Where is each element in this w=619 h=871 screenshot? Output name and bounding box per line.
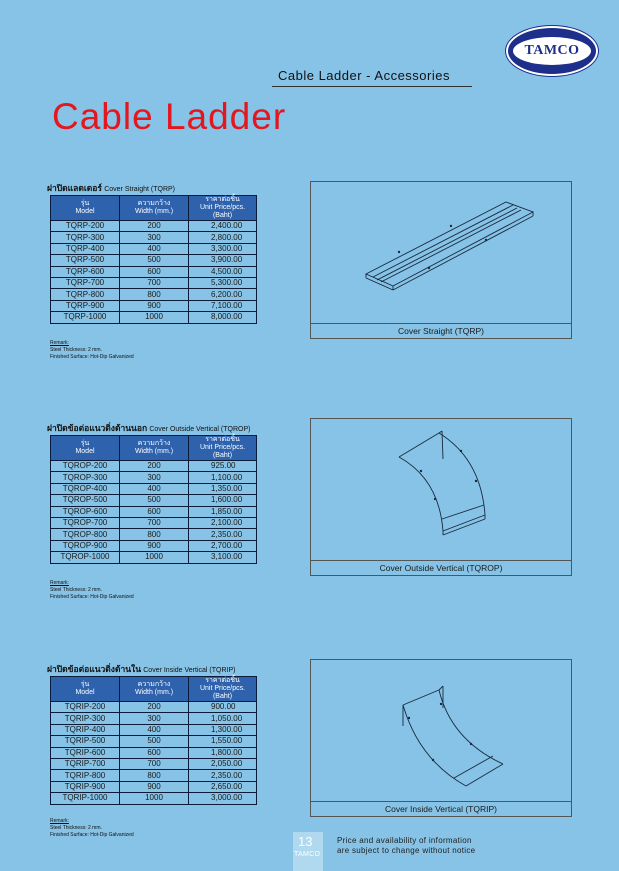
header-model: รุ่น Model bbox=[51, 677, 120, 702]
table-row bbox=[51, 758, 257, 769]
remarks-thickness: Steel Thickness: 2 mm. bbox=[50, 347, 102, 353]
cover-straight-drawing bbox=[311, 182, 571, 324]
cell-price: 5,300.00 bbox=[189, 277, 257, 288]
tamco-logo bbox=[506, 26, 598, 76]
cell-width: 700 bbox=[120, 758, 189, 769]
cell-width: 1000 bbox=[120, 312, 189, 323]
block-title-english: Cover Inside Vertical (TQRIP) bbox=[143, 667, 236, 674]
section-title: Cable Ladder - Accessories bbox=[278, 68, 450, 83]
header-model: รุ่น Model bbox=[51, 436, 120, 461]
cell-width: 700 bbox=[120, 277, 189, 288]
remarks-heading: Remark: bbox=[50, 340, 69, 346]
cell-price: 900.00 bbox=[189, 702, 257, 713]
cell-price: 925.00 bbox=[189, 461, 257, 472]
table-row bbox=[51, 266, 257, 277]
table-row bbox=[51, 747, 257, 758]
cell-model: TQRIP-200 bbox=[51, 702, 120, 713]
remarks bbox=[50, 818, 134, 839]
table-row bbox=[51, 781, 257, 792]
cell-width: 800 bbox=[120, 770, 189, 781]
cell-model: TQRIP-600 bbox=[51, 747, 120, 758]
table-row bbox=[51, 552, 257, 563]
remarks bbox=[50, 580, 134, 601]
cell-model: TQRIP-900 bbox=[51, 781, 120, 792]
cell-model: TQRP-700 bbox=[51, 277, 120, 288]
block-title-thai: ฝาปิดข้อต่อแนวดิ่งด้านใน bbox=[47, 664, 142, 674]
cell-model: TQRP-1000 bbox=[51, 312, 120, 323]
table-row bbox=[51, 221, 257, 232]
cover-inside-vertical-drawing bbox=[311, 660, 571, 802]
table-row bbox=[51, 770, 257, 781]
cell-width: 600 bbox=[120, 747, 189, 758]
cell-model: TQRP-500 bbox=[51, 255, 120, 266]
cell-price: 8,000.00 bbox=[189, 312, 257, 323]
cell-price: 2,800.00 bbox=[189, 232, 257, 243]
figure-caption: Cover Outside Vertical (TQROP) bbox=[311, 560, 571, 575]
cell-model: TQRIP-1000 bbox=[51, 793, 120, 804]
cell-width: 900 bbox=[120, 781, 189, 792]
figure-cover-outside-vertical bbox=[310, 418, 572, 576]
cell-model: TQROP-400 bbox=[51, 483, 120, 494]
header-width: ความกว้าง Width (mm.) bbox=[120, 196, 189, 221]
header-price: ราคาต่อชิ้น Unit Price/pcs. (Baht) bbox=[189, 677, 257, 702]
cell-width: 400 bbox=[120, 483, 189, 494]
price-table bbox=[50, 676, 257, 805]
table-row bbox=[51, 724, 257, 735]
cell-model: TQRIP-500 bbox=[51, 736, 120, 747]
header-price: ราคาต่อชิ้น Unit Price/pcs. (Baht) bbox=[189, 196, 257, 221]
table-row bbox=[51, 232, 257, 243]
table-row bbox=[51, 472, 257, 483]
cell-price: 2,400.00 bbox=[189, 221, 257, 232]
table-row bbox=[51, 243, 257, 254]
cell-price: 3,100.00 bbox=[189, 552, 257, 563]
cell-price: 2,700.00 bbox=[189, 540, 257, 551]
remarks-surface: Finished Surface: Hot-Dip Galvanized bbox=[50, 594, 134, 600]
cell-width: 400 bbox=[120, 724, 189, 735]
block-title-english: Cover Outside Vertical (TQROP) bbox=[149, 426, 251, 433]
cell-price: 1,100.00 bbox=[189, 472, 257, 483]
table-row bbox=[51, 529, 257, 540]
cell-model: TQRP-400 bbox=[51, 243, 120, 254]
cell-price: 2,050.00 bbox=[189, 758, 257, 769]
header-price: ราคาต่อชิ้น Unit Price/pcs. (Baht) bbox=[189, 436, 257, 461]
table-row bbox=[51, 461, 257, 472]
block-title-thai: ฝาปิดข้อต่อแนวดิ่งด้านนอก bbox=[47, 423, 148, 433]
footer-brand: TAMCO bbox=[294, 851, 321, 858]
table-row bbox=[51, 702, 257, 713]
cell-width: 600 bbox=[120, 506, 189, 517]
cell-model: TQROP-300 bbox=[51, 472, 120, 483]
page-title: Cable Ladder bbox=[52, 96, 287, 137]
footer-note bbox=[337, 836, 475, 856]
table-row bbox=[51, 506, 257, 517]
table-row bbox=[51, 312, 257, 323]
cell-model: TQRP-900 bbox=[51, 300, 120, 311]
remarks-surface: Finished Surface: Hot-Dip Galvanized bbox=[50, 832, 134, 838]
table-row bbox=[51, 255, 257, 266]
table-row bbox=[51, 736, 257, 747]
cell-width: 300 bbox=[120, 232, 189, 243]
cell-price: 3,900.00 bbox=[189, 255, 257, 266]
price-table bbox=[50, 195, 257, 324]
cell-model: TQRIP-400 bbox=[51, 724, 120, 735]
cover-outside-vertical-drawing bbox=[311, 419, 571, 561]
cell-model: TQRIP-300 bbox=[51, 713, 120, 724]
cell-model: TQROP-900 bbox=[51, 540, 120, 551]
cell-model: TQROP-700 bbox=[51, 517, 120, 528]
figure-caption: Cover Straight (TQRP) bbox=[311, 323, 571, 338]
cell-model: TQRIP-700 bbox=[51, 758, 120, 769]
cell-width: 500 bbox=[120, 736, 189, 747]
cell-model: TQRIP-800 bbox=[51, 770, 120, 781]
cell-price: 1,550.00 bbox=[189, 736, 257, 747]
table-header-row bbox=[51, 677, 257, 702]
table-row bbox=[51, 300, 257, 311]
remarks-heading: Remark: bbox=[50, 580, 69, 586]
header-width: ความกว้าง Width (mm.) bbox=[120, 677, 189, 702]
cell-model: TQROP-500 bbox=[51, 495, 120, 506]
cell-price: 6,200.00 bbox=[189, 289, 257, 300]
block-title bbox=[47, 662, 235, 676]
price-table bbox=[50, 435, 257, 564]
remarks-heading: Remark: bbox=[50, 818, 69, 824]
block-title bbox=[47, 181, 175, 195]
product-block-cover-outside-vertical bbox=[47, 421, 577, 621]
cell-model: TQROP-600 bbox=[51, 506, 120, 517]
cell-model: TQRP-600 bbox=[51, 266, 120, 277]
header-model: รุ่น Model bbox=[51, 196, 120, 221]
cell-price: 2,350.00 bbox=[189, 770, 257, 781]
cell-price: 1,050.00 bbox=[189, 713, 257, 724]
cell-width: 300 bbox=[120, 472, 189, 483]
cell-price: 7,100.00 bbox=[189, 300, 257, 311]
cell-width: 1000 bbox=[120, 793, 189, 804]
cell-price: 2,650.00 bbox=[189, 781, 257, 792]
page-number: 13 bbox=[298, 834, 313, 849]
table-row bbox=[51, 289, 257, 300]
cell-width: 1000 bbox=[120, 552, 189, 563]
remarks-thickness: Steel Thickness: 2 mm. bbox=[50, 587, 102, 593]
table-row bbox=[51, 277, 257, 288]
cell-price: 1,300.00 bbox=[189, 724, 257, 735]
cell-width: 300 bbox=[120, 713, 189, 724]
title-rule bbox=[272, 86, 472, 87]
block-title-thai: ฝาปิดแลดเดอร์ bbox=[47, 183, 102, 193]
cell-price: 1,350.00 bbox=[189, 483, 257, 494]
logo-text: TAMCO bbox=[524, 43, 580, 58]
figure-cover-inside-vertical bbox=[310, 659, 572, 817]
table-row bbox=[51, 495, 257, 506]
cell-model: TQROP-1000 bbox=[51, 552, 120, 563]
table-row bbox=[51, 517, 257, 528]
cell-width: 500 bbox=[120, 495, 189, 506]
table-row bbox=[51, 793, 257, 804]
cell-width: 600 bbox=[120, 266, 189, 277]
cell-price: 2,350.00 bbox=[189, 529, 257, 540]
cell-model: TQRP-200 bbox=[51, 221, 120, 232]
remarks-thickness: Steel Thickness: 2 mm. bbox=[50, 825, 102, 831]
cell-width: 200 bbox=[120, 221, 189, 232]
cell-width: 800 bbox=[120, 289, 189, 300]
figure-cover-straight bbox=[310, 181, 572, 339]
footer-note-line-1: Price and availability of information bbox=[337, 836, 472, 845]
cell-width: 200 bbox=[120, 461, 189, 472]
cell-price: 2,100.00 bbox=[189, 517, 257, 528]
cell-price: 1,800.00 bbox=[189, 747, 257, 758]
cell-model: TQROP-800 bbox=[51, 529, 120, 540]
table-row bbox=[51, 713, 257, 724]
cell-price: 1,850.00 bbox=[189, 506, 257, 517]
block-title-english: Cover Straight (TQRP) bbox=[104, 186, 176, 193]
product-block-cover-straight bbox=[47, 181, 577, 381]
cell-model: TQRP-800 bbox=[51, 289, 120, 300]
footer-note-line-2: are subject to change without notice bbox=[337, 846, 476, 855]
cell-price: 4,500.00 bbox=[189, 266, 257, 277]
table-header-row bbox=[51, 436, 257, 461]
cell-price: 3,300.00 bbox=[189, 243, 257, 254]
block-title bbox=[47, 421, 250, 435]
cell-width: 900 bbox=[120, 540, 189, 551]
figure-caption: Cover Inside Vertical (TQRIP) bbox=[311, 801, 571, 816]
cell-model: TQROP-200 bbox=[51, 461, 120, 472]
cell-width: 500 bbox=[120, 255, 189, 266]
cell-width: 800 bbox=[120, 529, 189, 540]
cell-width: 900 bbox=[120, 300, 189, 311]
cell-width: 400 bbox=[120, 243, 189, 254]
header-width: ความกว้าง Width (mm.) bbox=[120, 436, 189, 461]
cell-price: 1,600.00 bbox=[189, 495, 257, 506]
remarks-surface: Finished Surface: Hot-Dip Galvanized bbox=[50, 354, 134, 360]
table-header-row bbox=[51, 196, 257, 221]
remarks bbox=[50, 340, 134, 361]
cell-width: 700 bbox=[120, 517, 189, 528]
cell-price: 3,000.00 bbox=[189, 793, 257, 804]
table-row bbox=[51, 540, 257, 551]
table-row bbox=[51, 483, 257, 494]
cell-width: 200 bbox=[120, 702, 189, 713]
cell-model: TQRP-300 bbox=[51, 232, 120, 243]
logo-inner bbox=[513, 37, 591, 65]
